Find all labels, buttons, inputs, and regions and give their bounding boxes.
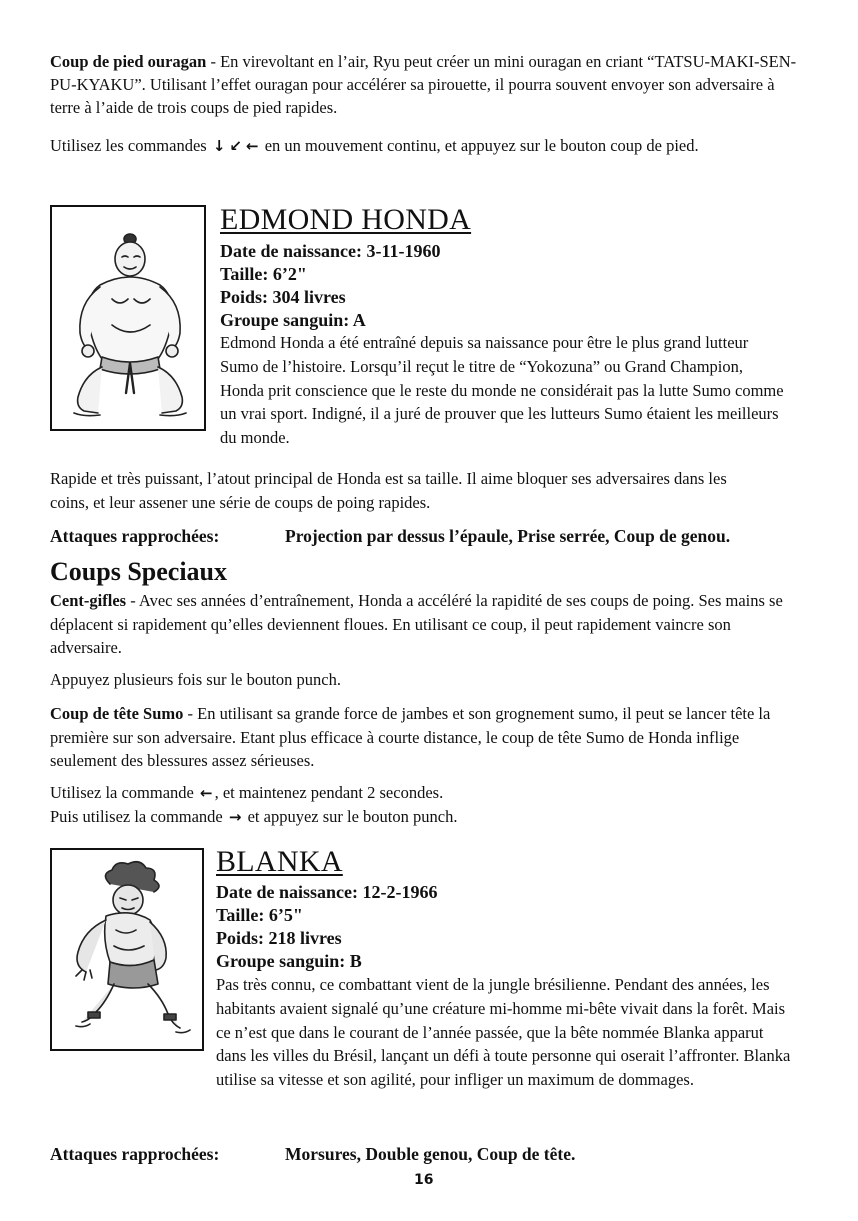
blanka-attacks-value: Morsures, Double genou, Coup de tête. (285, 1144, 576, 1164)
tete-sumo-paragraph (50, 702, 800, 773)
blanka-bio: Pas très connu, ce combattant vient de la jungle brésilienne. Pendant des années, les habitants avaient signalé qu’une créature mi-homme mi-bête vivait dans la forêt. Mais ce n’est que dans le courant de l’année passée, que la bête nommée Blanka apparut dans les villes du Brésil, lançant un défi à toute personne qui oserait l’affronter. Blanka utilise sa vitesse et son agilité, pour infliger un maximum de dommages. (216, 975, 791, 1090)
specials-heading: Coups Speciaux (50, 557, 227, 586)
tete-sumo-text: En utilisant sa grande force de jambes et son grognement sumo, il peut se lancer tête la première sur son adversaire. Etant plus efficace à courte distance, le coup de tête Sumo de Honda inflige seulement des blessures assez sérieuses. (50, 704, 771, 770)
back-arrow-icon: ← (246, 137, 259, 155)
cent-gifles-paragraph (50, 589, 800, 660)
honda-attacks-value: Projection par dessus l’épaule, Prise serrée, Coup de genou. (285, 526, 731, 546)
honda-name: EDMOND HONDA (220, 203, 472, 236)
cent-gifles-dash: - (126, 591, 139, 610)
tete-sumo-title: Coup de tête Sumo (50, 704, 184, 723)
honda-portrait (50, 205, 206, 431)
ouragan-cmd-before: Utilisez les commandes (50, 136, 207, 155)
blanka-height: Taille: 6’5" (216, 905, 303, 925)
ouragan-text: En virevoltant en l’air, Ryu peut créer un mini ouragan en criant “TATSU-MAKI-SEN-PU-KYAKU”. Utilisant l’effet ouragan pour accélérer sa pirouette, il pourra souvent envoyer son adversaire à terre à l’aide de trois coups de pied rapides. (50, 52, 797, 117)
tete-cmd2-before: Puis utilisez la commande (50, 807, 223, 826)
cent-gifles-title: Cent-gifles (50, 591, 127, 610)
down-back-arrow-icon: ↙ (229, 137, 242, 155)
blanka-portrait (50, 848, 204, 1051)
ouragan-command (50, 134, 780, 158)
honda-weight: Poids: 304 livres (220, 287, 346, 307)
honda-bio-2: Rapide et très puissant, l’atout principal de Honda est sa taille. Il aime bloquer ses adversaires dans les coins, et leur assener une série de coups de poing rapides. (50, 469, 727, 512)
forward-arrow-icon: → (228, 808, 242, 826)
honda-blood-type: Groupe sanguin: A (220, 310, 366, 330)
sumo-wrestler-icon (52, 207, 204, 429)
blanka-name: BLANKA (216, 845, 343, 878)
blanka-weight: Poids: 218 livres (216, 928, 342, 948)
ouragan-title: Coup de pied ouragan (50, 52, 207, 71)
tete-cmd1-before: Utilisez la commande (50, 783, 194, 802)
beast-man-icon (52, 850, 202, 1049)
tete-sumo-command-1 (50, 781, 750, 805)
honda-height: Taille: 6’2" (220, 264, 307, 284)
ouragan-dash: - (206, 52, 221, 71)
ouragan-cmd-after: en un mouvement continu, et appuyez sur le bouton coup de pied. (264, 136, 699, 155)
down-arrow-icon: ↓ (212, 137, 226, 155)
honda-birthdate: Date de naissance: 3-11-1960 (220, 241, 441, 261)
honda-attacks-label: Attaques rapprochées: (50, 526, 220, 546)
tete-sumo-dash: - (183, 704, 198, 723)
honda-bio: Edmond Honda a été entraîné depuis sa naissance pour être le plus grand lutteur Sumo de l’histoire. Lorsqu’il reçut le titre de “Yokozuna” ou Grand Champion, Honda prit conscience que le reste du monde ne considérait pas la lutte Sumo comme un vrai sport. Indigné, il a juré de prouver que les lutteurs Sumo étaient les meilleurs du monde. (220, 333, 784, 448)
blanka-attacks-label: Attaques rapprochées: (50, 1144, 220, 1164)
blanka-birthdate: Date de naissance: 12-2-1966 (216, 882, 438, 902)
cent-gifles-text: Avec ses années d’entraînement, Honda a accéléré la rapidité de ses coups de poing. Ses mains se déplacent si rapidement qu’elles deviennent floues. En utilisant ce coup, il peut rapidement vaincre son adversaire. (50, 591, 783, 657)
blanka-blood-type: Groupe sanguin: B (216, 951, 362, 971)
back-arrow-icon: ← (200, 784, 213, 802)
tete-cmd1-after: , et maintenez pendant 2 secondes. (214, 783, 444, 802)
page-number: 16 (414, 1172, 434, 1188)
cent-gifles-command: Appuyez plusieurs fois sur le bouton punch. (50, 670, 341, 689)
tete-cmd2-after: et appuyez sur le bouton punch. (247, 807, 458, 826)
ouragan-paragraph (50, 50, 808, 119)
tete-sumo-command-2 (50, 805, 750, 829)
